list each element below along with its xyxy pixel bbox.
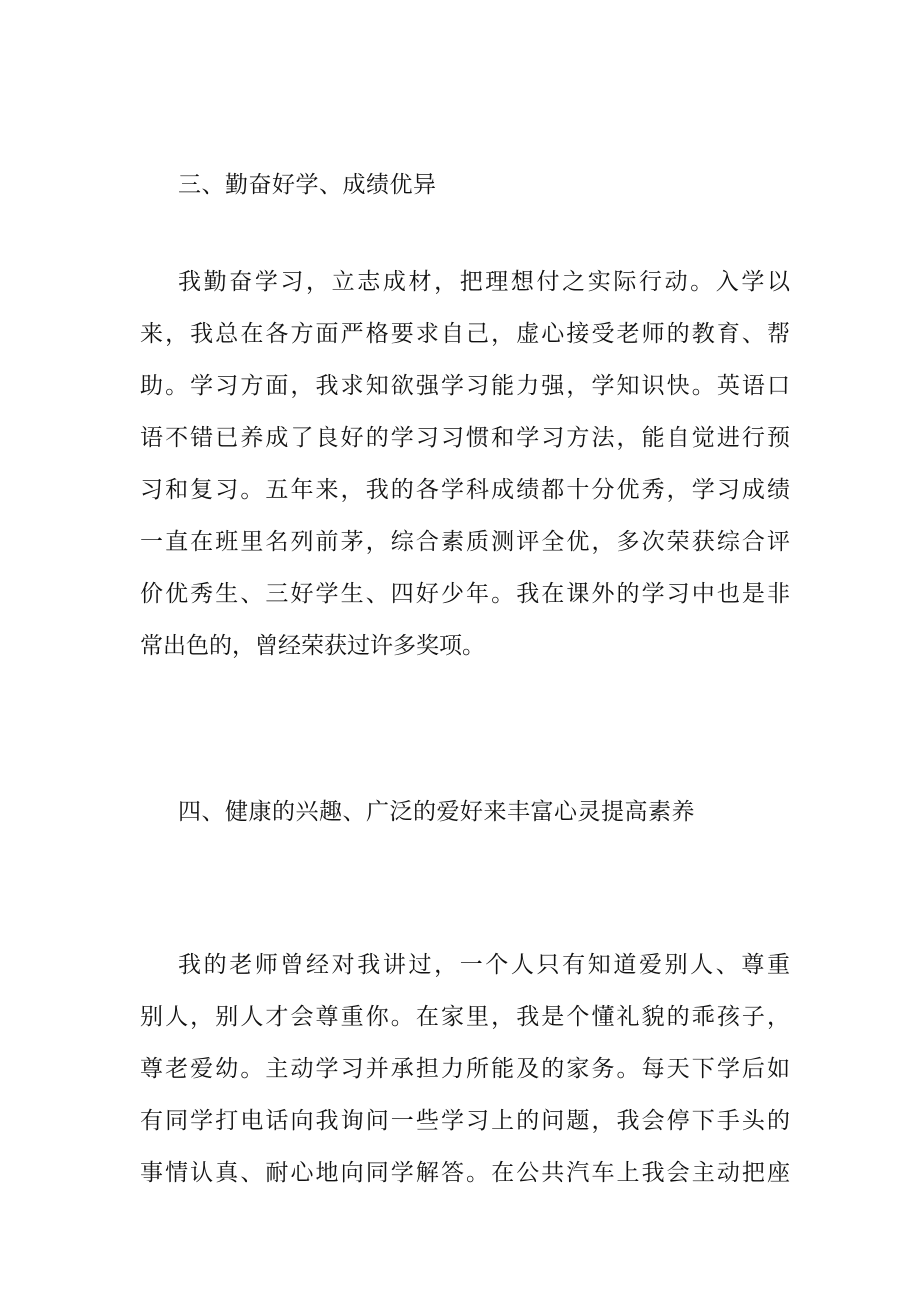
paragraph-line: 来，我总在各方面严格要求自己，虚心接受老师的教育、帮 (140, 321, 790, 347)
paragraph-line: 事情认真、耐心地向同学解答。在公共汽车上我会主动把座 (140, 1160, 790, 1186)
paragraph-line: 我的老师曾经对我讲过，一个人只有知道爱别人、尊重 (178, 952, 790, 978)
paragraph-line: 常出色的，曾经荣获过许多奖项。 (140, 633, 485, 659)
paragraph-line: 一直在班里名列前茅，综合素质测评全优，多次荣获综合评 (140, 529, 790, 555)
paragraph-line: 尊老爱幼。主动学习并承担力所能及的家务。每天下学后如 (140, 1056, 790, 1082)
section-heading-4: 四、健康的兴趣、广泛的爱好来丰富心灵提高素养 (178, 799, 695, 825)
paragraph-line: 我勤奋学习，立志成材，把理想付之实际行动。入学以 (178, 269, 790, 295)
paragraph-line: 有同学打电话向我询问一些学习上的问题，我会停下手头的 (140, 1108, 790, 1134)
paragraph-line: 别人，别人才会尊重你。在家里，我是个懂礼貌的乖孩子， (140, 1004, 790, 1030)
section-4-paragraph (140, 939, 790, 1199)
paragraph-line: 语不错已养成了良好的学习习惯和学习方法，能自觉进行预 (140, 425, 790, 451)
paragraph-line: 价优秀生、三好学生、四好少年。我在课外的学习中也是非 (140, 581, 790, 607)
section-3-paragraph (140, 256, 790, 672)
section-heading-3: 三、勤奋好学、成绩优异 (178, 172, 437, 198)
paragraph-line: 习和复习。五年来，我的各学科成绩都十分优秀，学习成绩 (140, 477, 790, 503)
paragraph-line: 助。学习方面，我求知欲强学习能力强，学知识快。英语口 (140, 373, 790, 399)
